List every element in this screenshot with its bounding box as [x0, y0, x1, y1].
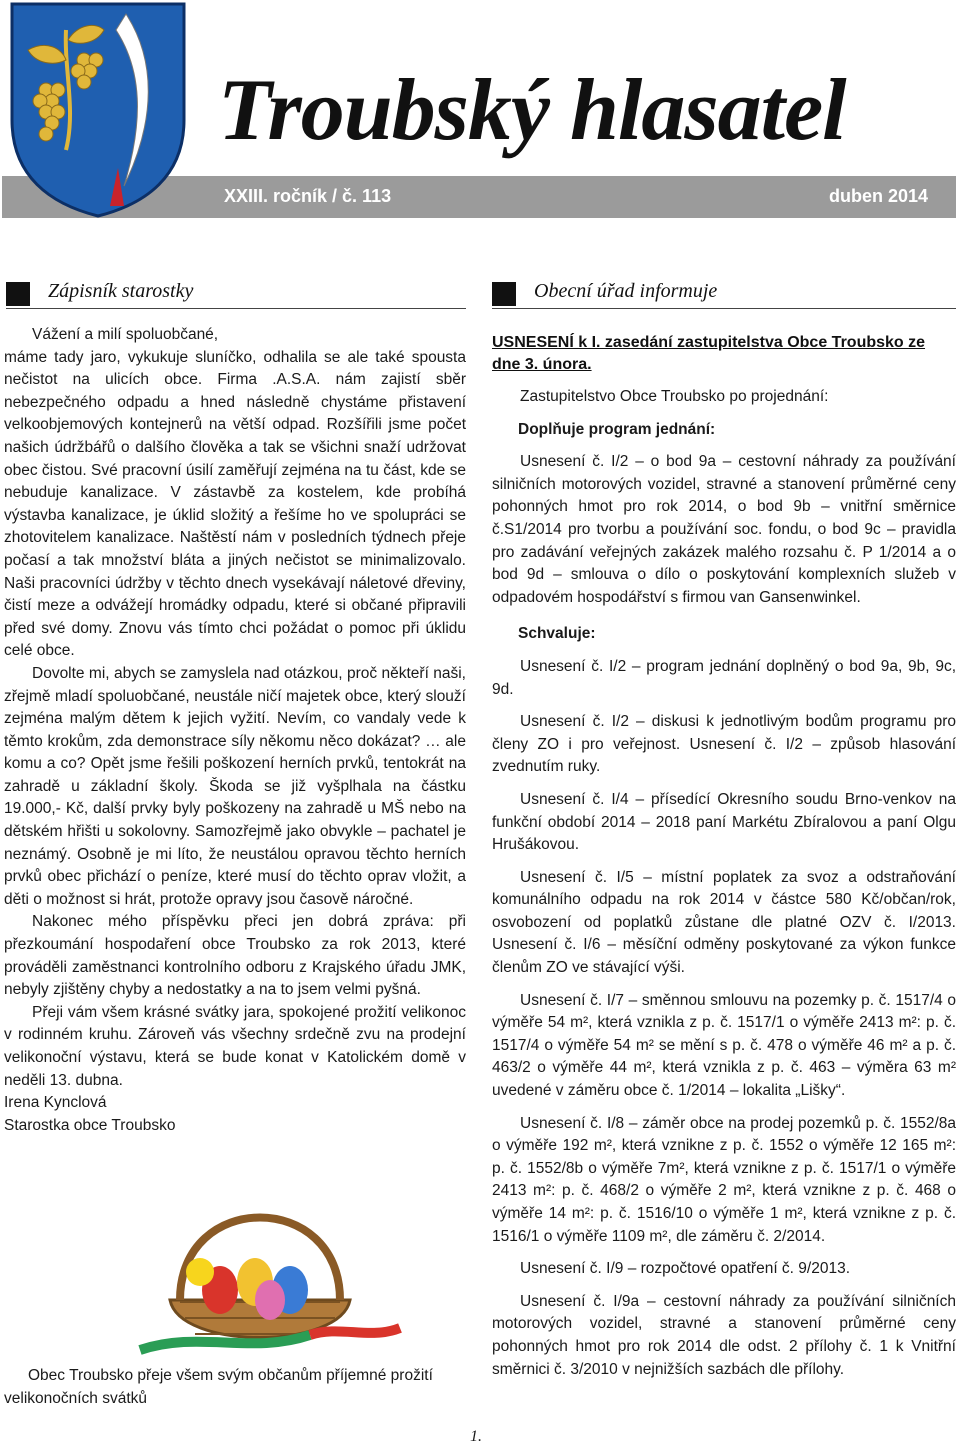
- photo-caption: [4, 1365, 466, 1410]
- resolution-item: Usnesení č. I/9 – rozpočtové opatření č. 9/2013.: [520, 1260, 851, 1278]
- resolution-item: Usnesení č. I/4 – přísedící Okresního soudu Brno-venkov na funkční období 2014 – 2018 paní Markétu Zbíralovou a paní Olgu Hrušákovou.: [492, 790, 956, 854]
- section-title-right: Obecní úřad informuje: [534, 280, 718, 302]
- resolution-item: Usnesení č. I/7 – směnnou smlouvu na pozemky p. č. 1517/4 o výměře 54 m², která vznikla z p. č. 1517/1 o výměře 2413 m²: p. č. 1517/4 o výměře 54 m² se mění s p. č. 478 o výměře 46 m² a p. č. 463/2 o výměře 44 m², která vznikla z p. č. 463 – výměra 63 m² uvedené v záměru obce č. 1/2014 – lokalita „Lišky“.: [492, 991, 956, 1100]
- salutation: Vážení a milí spoluobčané,: [32, 326, 219, 343]
- section-rule: [492, 308, 956, 309]
- resolution-intro: Zastupitelstvo Obce Troubsko po projednání:: [520, 388, 829, 405]
- section-title-left: Zápisník starostky: [48, 280, 194, 302]
- resolution-item: Usnesení č. I/2 – o bod 9a – cestovní náhrady za používání silničních motorových vozidel, stravné a stanovení průměrné ceny pohonných hmot pro rok 2014, o bod 9b – vnitřní směrnice č.S1/2014 pro tvorbu a používání soc. fondu, o bod 9c – pravidla pro zadávání veřejných zakázek malého rozsahu č. P 1/2014 a o bod 9d – smlouva o dílo o poskytování komplexních služeb v odpadovém hospodářství s firmou van Gansenwinkel.: [492, 453, 956, 606]
- newspaper-title: Troubský hlasatel: [218, 62, 846, 159]
- resolution-item: Usnesení č. I/8 – záměr obce na prodej pozemků p. č. 1552/8a o výměře 192 m², která vznikne z p. č. 1552 o výměře 12 165 m²: p. č. 1552/8b o výměře 7m², která vznikne z p. č. 1517/1 o výměře 2413 m²: p. č. 468/2 o výměře 2 m², která vznikne z p. č. 468 o výměře 14 m²: p. č. 1516/10 o výměře 1 m², která vznikne z p. č. 1516/1 o výměře 1109 m², dle záměru č. 2/2014.: [492, 1114, 956, 1245]
- subheading-program: Doplňuje program jednání:: [518, 420, 716, 438]
- coat-of-arms-logo: [6, 0, 190, 218]
- signature-name: Irena Kynclová: [4, 1094, 107, 1112]
- section-marker: [6, 282, 30, 306]
- signature-role: Starostka obce Troubsko: [4, 1116, 176, 1134]
- caption-text: Obec Troubsko přeje všem svým občanům příjemné prožití velikonočních svátků: [4, 1367, 433, 1407]
- issue-date: duben 2014: [828, 186, 928, 206]
- resolution-item: Usnesení č. I/2 – diskusi k jednotlivým bodům programu pro členy ZO i pro veřejnost. Usnesení č. I/2 – způsob hlasování zvednutím ruky.: [492, 713, 956, 776]
- issue-number: XXIII. ročník / č. 113: [224, 186, 392, 206]
- resolution-item: Usnesení č. I/9a – cestovní náhrady za používání silničních motorových vozidel, stravné a stanovení průměrné ceny pohonných hmot pro rok 2014 dle odst. 2 přílohy č. 1 k Vnitřní směrnici č. 3/2010 v nejnižších sazbách dle přílohy.: [492, 1292, 956, 1378]
- article-usneseni: [492, 332, 956, 1391]
- article-paragraph: Dovolte mi, abych se zamyslela nad otázkou, proč někteří naši, zřejmě mladí spoluobčané, neustále ničí majetek obce, který slouží zejména malým dětem k jejich vyžití. Nevím, co vandaly vede k těmto krokům, zda demonstrace síly někomu něco dokázat? … ale komu a co? Opět jsme řešili poškození herních prvků, tentokrát na zahradě u základní školy. Škoda se již vyšplhala na částku 19.000,- Kč, další prvky byly poškozeny na zahradě u MŠ nebo na dětském hřišti u sokolovny. Samozřejmě jako obvykle – pachatel je neznámý. Osobně je mi líto, že neustálou opravou těchto herních prvků obec přichází o peníze, které musí do těchto oprav vložit, a děti o možnost si hrát, protože opravy jsou časově náročné.: [4, 664, 466, 908]
- section-header-right: [492, 282, 956, 314]
- resolution-item: Usnesení č. I/2 – program jednání doplněný o bod 9a, 9b, 9c, 9d.: [492, 657, 956, 698]
- article-paragraph: Nakonec mého příspěvku přeci jen dobrá zpráva: při přezkoumání hospodaření obce Troubsko za rok 2013, které prováděli zaměstnanci kontrolního odboru z Krajského úřadu JMK, nebyly zjištěny chyby a nedostatky a na to jsem velmi pyšná.: [4, 913, 466, 999]
- subheading-approves: Schvaluje:: [518, 625, 596, 643]
- section-rule: [6, 308, 466, 309]
- page-number: 1.: [470, 1428, 482, 1445]
- resolution-heading: USNESENÍ k I. zasedání zastupitelstva Obce Troubsko ze dne 3. února.: [492, 334, 926, 373]
- section-marker: [492, 282, 516, 306]
- article-zapisnik: [4, 324, 466, 1137]
- article-paragraph: Přeji vám všem krásné svátky jara, spokojené prožití velikonoc v rodinném kruhu. Zároveň vás všechny srdečně zvu na prodejní velikonoční výstavu, která se bude konat v Katolickém domě v neděli 13. dubna.: [4, 1003, 466, 1089]
- article-paragraph: máme tady jaro, vykukuje sluníčko, odhalila se ale také spousta nečistot na ulicích obce. Firma .A.S.A. nám zajistí sběr nebezpečného odpadu a hned následně chystáme přistavení velkoobjemových kontejnerů na větší odpad. Rozšířili jsme počet našich údržbářů o dalšího člověka a tak se všichni snaží udržovat obec čistou. Své pracovní úsilí zaměřují zejména na tu část, kde se nebuduje kanalizace. V zástavbě za kostelem, kde probíhá výstavba kanalizace, je úklid složitý a řešíme ho ve spolupráci se zhotovitelem kanalizace. Naštěstí nám v posledních týdnech přeje počasí a tak množství bláta a jiných nečistot se minimalizovalo. Naši pracovníci údržby v těchto dnech vysekávají náletové dřeviny, čistí meze a odvážejí hromádky odpadu, které si občané připravili před své domy. Znovu vás tímto chci požádat o pomoc při úklidu celé obce.: [4, 348, 466, 660]
- section-header-left: [6, 282, 466, 314]
- easter-basket-photo: [110, 1150, 410, 1360]
- resolution-item: Usnesení č. I/5 – místní poplatek za svoz a odstraňování komunálního odpadu na rok 2014 v částce 580 Kč/občan/rok, osvobození od poplatků zůstane dle platné OZV č. I/2013. Usnesení č. I/6 – měsíční odměny poskytované za výkon funkce členům ZO ve stávající výši.: [492, 868, 956, 977]
